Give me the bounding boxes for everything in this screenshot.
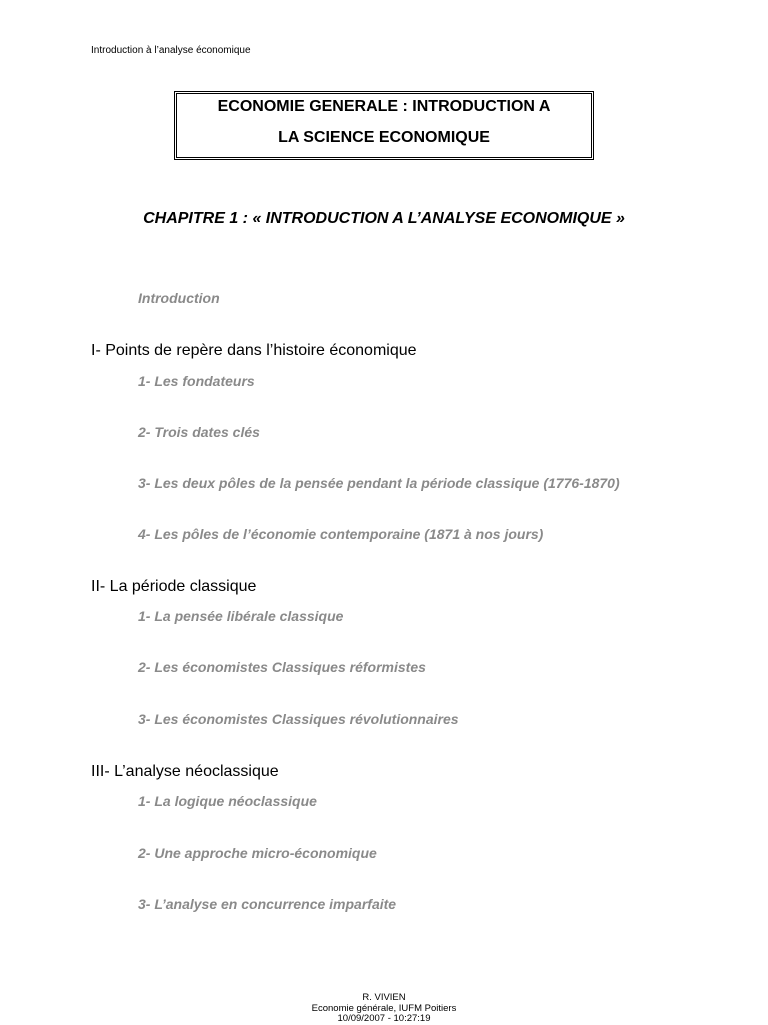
section-3-item-3: 3- L’analyse en concurrence imparfaite — [138, 896, 397, 912]
title-line-2: LA SCIENCE ECONOMIQUE — [278, 129, 490, 146]
title-line-1: ECONOMIE GENERALE : INTRODUCTION A — [217, 98, 551, 115]
section-1-item-4: 4- Les pôles de l’économie contemporaine (1871 à nos jours) — [138, 526, 544, 542]
section-2-item-3: 3- Les économistes Classiques révolutionnaires — [138, 711, 459, 727]
running-header: Introduction à l’analyse économique — [91, 45, 251, 56]
section-2-item-1: 1- La pensée libérale classique — [138, 608, 344, 624]
footer-date: 10/09/2007 - 10:27:19 — [337, 1013, 431, 1024]
title-box — [174, 91, 594, 160]
footer-author: R. VIVIEN — [362, 992, 406, 1003]
section-heading-2: II- La période classique — [91, 578, 257, 595]
section-1-item-2: 2- Trois dates clés — [138, 424, 260, 440]
chapter-title: CHAPITRE 1 : « INTRODUCTION A L’ANALYSE ECONOMIQUE » — [143, 210, 625, 227]
footer-course: Economie générale, IUFM Poitiers — [311, 1002, 457, 1014]
section-heading-3: III- L’analyse néoclassique — [91, 763, 279, 780]
section-heading-1: I- Points de repère dans l’histoire économique — [91, 342, 417, 359]
section-3-item-1: 1- La logique néoclassique — [138, 793, 317, 809]
section-1-item-3: 3- Les deux pôles de la pensée pendant la période classique (1776-1870) — [138, 475, 620, 491]
section-3-item-2: 2- Une approche micro-économique — [138, 845, 377, 861]
section-1-item-1: 1- Les fondateurs — [138, 373, 255, 389]
page-footer — [0, 993, 768, 1025]
section-2-item-2: 2- Les économistes Classiques réformistes — [138, 659, 426, 675]
introduction-heading: Introduction — [138, 290, 220, 306]
